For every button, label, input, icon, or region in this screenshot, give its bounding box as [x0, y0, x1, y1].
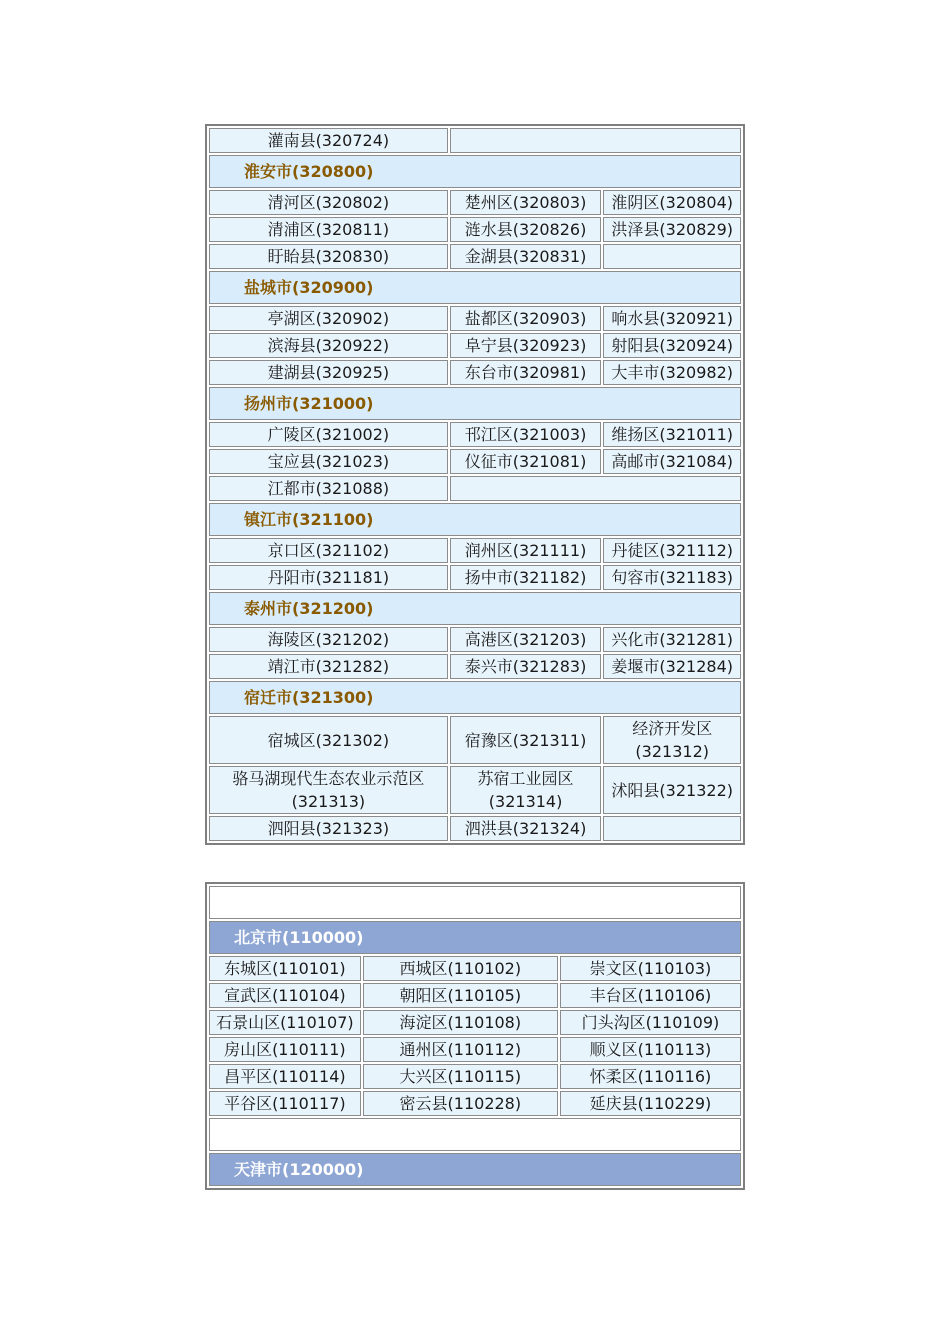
- city-header-row: [209, 592, 741, 625]
- district-cell: 亭湖区(320902): [209, 306, 448, 331]
- district-cell: 高邮市(321084): [603, 449, 741, 474]
- district-cell: 滨海县(320922): [209, 333, 448, 358]
- district-cell: 京口区(321102): [209, 538, 448, 563]
- city-header: 泰州市(321200): [209, 592, 741, 625]
- district-cell: 石景山区(110107): [209, 1010, 361, 1035]
- district-cell: 宝应县(321023): [209, 449, 448, 474]
- district-row: [209, 1091, 741, 1116]
- district-row: [209, 956, 741, 981]
- district-cell: 平谷区(110117): [209, 1091, 361, 1116]
- district-cell: 盐都区(320903): [450, 306, 602, 331]
- district-row: [209, 217, 741, 242]
- district-cell: 泗阳县(321323): [209, 816, 448, 841]
- empty-cell: [450, 128, 741, 153]
- district-row: [209, 449, 741, 474]
- district-row: [209, 360, 741, 385]
- district-row: [209, 333, 741, 358]
- empty-cell: [603, 816, 741, 841]
- city-header: 镇江市(321100): [209, 503, 741, 536]
- district-cell: 润州区(321111): [450, 538, 602, 563]
- district-cell: 骆马湖现代生态农业示范区 (321313): [209, 766, 448, 814]
- district-cell: 西城区(110102): [363, 956, 558, 981]
- district-cell: 门头沟区(110109): [560, 1010, 741, 1035]
- district-cell: 顺义区(110113): [560, 1037, 741, 1062]
- district-cell: 扬中市(321182): [450, 565, 602, 590]
- district-row: [209, 1010, 741, 1035]
- district-row: [209, 983, 741, 1008]
- district-row: [209, 244, 741, 269]
- district-cell: 江都市(321088): [209, 476, 448, 501]
- district-cell: 东城区(110101): [209, 956, 361, 981]
- district-row: [209, 1037, 741, 1062]
- district-row: [209, 538, 741, 563]
- district-cell: 延庆县(110229): [560, 1091, 741, 1116]
- city-header-row: [209, 387, 741, 420]
- empty-cell: [450, 476, 741, 501]
- district-cell: 海陵区(321202): [209, 627, 448, 652]
- district-cell: 洪泽县(320829): [603, 217, 741, 242]
- city-header-row: [209, 681, 741, 714]
- district-cell: 金湖县(320831): [450, 244, 602, 269]
- district-row: [209, 306, 741, 331]
- district-row: [209, 766, 741, 814]
- district-cell: 盱眙县(320830): [209, 244, 448, 269]
- district-cell: 宿豫区(321311): [450, 716, 602, 764]
- district-cell: 海淀区(110108): [363, 1010, 558, 1035]
- district-cell: 姜堰市(321284): [603, 654, 741, 679]
- city-header-row: [209, 155, 741, 188]
- district-row: [209, 654, 741, 679]
- district-row: [209, 1064, 741, 1089]
- district-cell: 楚州区(320803): [450, 190, 602, 215]
- district-cell: 清浦区(320811): [209, 217, 448, 242]
- district-cell: 涟水县(320826): [450, 217, 602, 242]
- district-cell: 大丰市(320982): [603, 360, 741, 385]
- spacer-row: [209, 886, 741, 919]
- district-row: [209, 627, 741, 652]
- city-header: 盐城市(320900): [209, 271, 741, 304]
- district-row: [209, 422, 741, 447]
- district-cell: 丹徒区(321112): [603, 538, 741, 563]
- city-header: 淮安市(320800): [209, 155, 741, 188]
- district-cell: 丹阳市(321181): [209, 565, 448, 590]
- empty-cell: [603, 244, 741, 269]
- district-cell: 靖江市(321282): [209, 654, 448, 679]
- district-cell: 丰台区(110106): [560, 983, 741, 1008]
- district-cell: 仪征市(321081): [450, 449, 602, 474]
- district-cell: 朝阳区(110105): [363, 983, 558, 1008]
- district-cell: 怀柔区(110116): [560, 1064, 741, 1089]
- district-cell: 东台市(320981): [450, 360, 602, 385]
- city-header-row: [209, 1153, 741, 1186]
- district-cell: 射阳县(320924): [603, 333, 741, 358]
- district-cell: 崇文区(110103): [560, 956, 741, 981]
- district-cell: 邗江区(321003): [450, 422, 602, 447]
- district-row: [209, 565, 741, 590]
- district-cell: 清河区(320802): [209, 190, 448, 215]
- district-cell: 高港区(321203): [450, 627, 602, 652]
- city-header: 扬州市(321000): [209, 387, 741, 420]
- district-cell: 句容市(321183): [603, 565, 741, 590]
- district-cell: 宿城区(321302): [209, 716, 448, 764]
- jiangsu-region-table: [205, 124, 745, 845]
- city-header-row: [209, 503, 741, 536]
- district-cell: 密云县(110228): [363, 1091, 558, 1116]
- city-header-row: [209, 271, 741, 304]
- city-header: 宿迁市(321300): [209, 681, 741, 714]
- district-cell: 阜宁县(320923): [450, 333, 602, 358]
- district-cell: 沭阳县(321322): [603, 766, 741, 814]
- city-header: 天津市(120000): [209, 1153, 741, 1186]
- spacer-row: [209, 1118, 741, 1151]
- beijing-tianjin-table: [205, 882, 745, 1190]
- district-cell: 苏宿工业园区 (321314): [450, 766, 602, 814]
- spacer-cell: [209, 1118, 741, 1151]
- city-header-row: [209, 921, 741, 954]
- district-cell: 泰兴市(321283): [450, 654, 602, 679]
- district-cell: 广陵区(321002): [209, 422, 448, 447]
- district-row: [209, 816, 741, 841]
- district-cell: 通州区(110112): [363, 1037, 558, 1062]
- district-cell: 维扬区(321011): [603, 422, 741, 447]
- district-cell: 昌平区(110114): [209, 1064, 361, 1089]
- district-cell: 大兴区(110115): [363, 1064, 558, 1089]
- district-cell: 淮阴区(320804): [603, 190, 741, 215]
- district-row: [209, 476, 741, 501]
- district-row: [209, 190, 741, 215]
- district-cell: 灌南县(320724): [209, 128, 448, 153]
- city-header: 北京市(110000): [209, 921, 741, 954]
- district-row: [209, 128, 741, 153]
- spacer-cell: [209, 886, 741, 919]
- district-row: [209, 716, 741, 764]
- district-cell: 泗洪县(321324): [450, 816, 602, 841]
- district-cell: 建湖县(320925): [209, 360, 448, 385]
- district-cell: 响水县(320921): [603, 306, 741, 331]
- district-cell: 房山区(110111): [209, 1037, 361, 1062]
- district-cell: 宣武区(110104): [209, 983, 361, 1008]
- district-cell: 经济开发区 (321312): [603, 716, 741, 764]
- district-cell: 兴化市(321281): [603, 627, 741, 652]
